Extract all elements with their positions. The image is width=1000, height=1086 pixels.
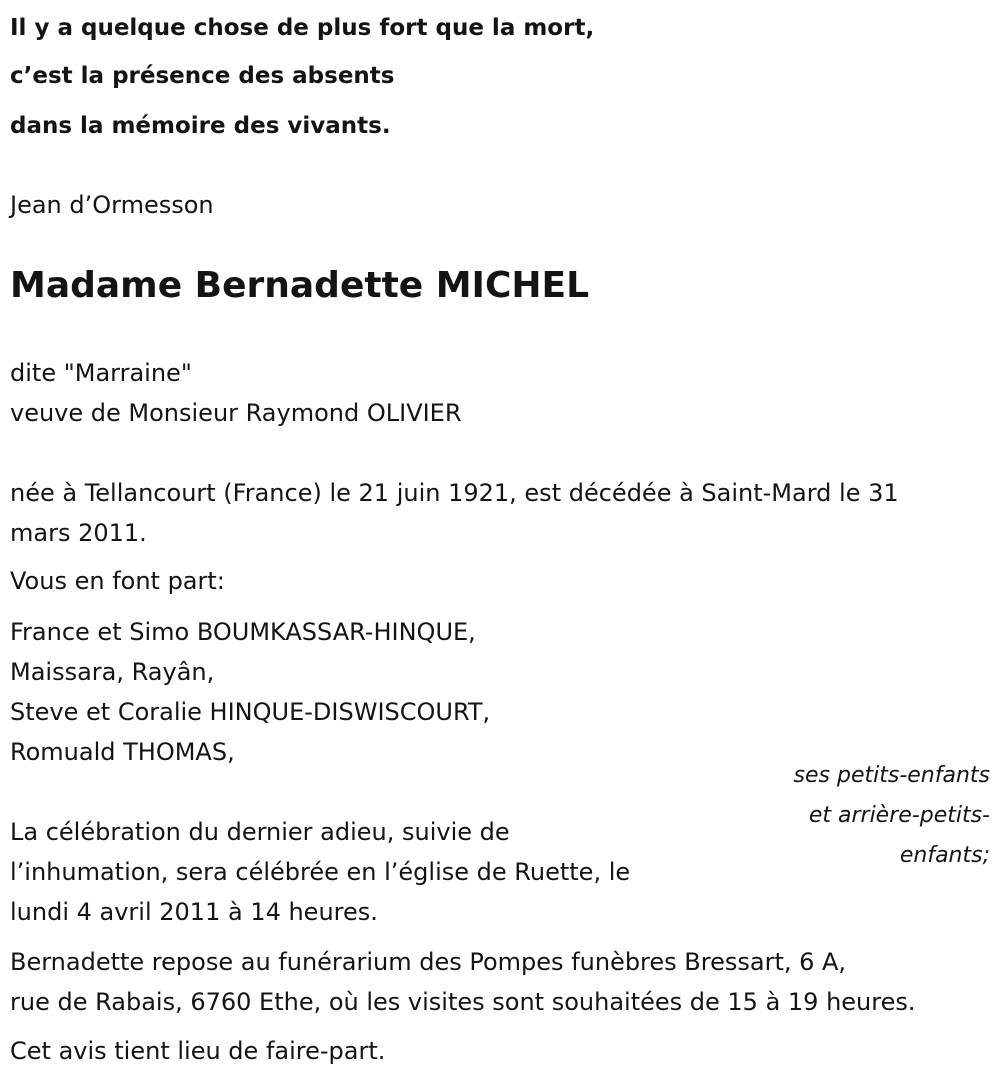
announcer-name: Romuald THOMAS, (10, 738, 235, 766)
quote-line: Il y a quelque chose de plus fort que la mort, (10, 15, 595, 41)
announcers-relation (750, 756, 990, 876)
quote-line: c’est la présence des absents (10, 63, 395, 89)
deceased-nickname: dite "Marraine" (10, 359, 192, 387)
relation-line: ses petits-enfants (793, 763, 990, 788)
death-notice-line: mars 2011. (10, 519, 147, 547)
announcers-intro: Vous en font part: (10, 567, 225, 595)
funeral-home-line: Bernadette repose au funérarium des Pompes funèbres Bressart, 6 A, (10, 948, 847, 976)
announcer-name: France et Simo BOUMKASSAR-HINQUE, (10, 618, 476, 646)
deceased-name: Madame Bernadette MICHEL (10, 265, 590, 306)
ceremony-line: lundi 4 avril 2011 à 14 heures. (10, 898, 378, 926)
quote-author: Jean d’Ormesson (10, 191, 214, 219)
ceremony-line: La célébration du dernier adieu, suivie de (10, 818, 510, 846)
quote-line: dans la mémoire des vivants. (10, 113, 391, 139)
closing-text: Cet avis tient lieu de faire-part. (10, 1037, 386, 1065)
ceremony-line: l’inhumation, sera célébrée en l’église de Ruette, le (10, 858, 631, 886)
funeral-home-line: rue de Rabais, 6760 Ethe, où les visites sont souhaitées de 15 à 19 heures. (10, 988, 916, 1016)
announcer-name: Steve et Coralie HINQUE-DISWISCOURT, (10, 698, 491, 726)
announcer-name: Maissara, Rayân, (10, 658, 215, 686)
relation-line: et arrière-petits- (808, 803, 990, 828)
death-notice-line: née à Tellancourt (France) le 21 juin 1921, est décédée à Saint-Mard le 31 (10, 479, 899, 507)
deceased-widow-of: veuve de Monsieur Raymond OLIVIER (10, 399, 462, 427)
relation-line: enfants; (899, 843, 990, 868)
